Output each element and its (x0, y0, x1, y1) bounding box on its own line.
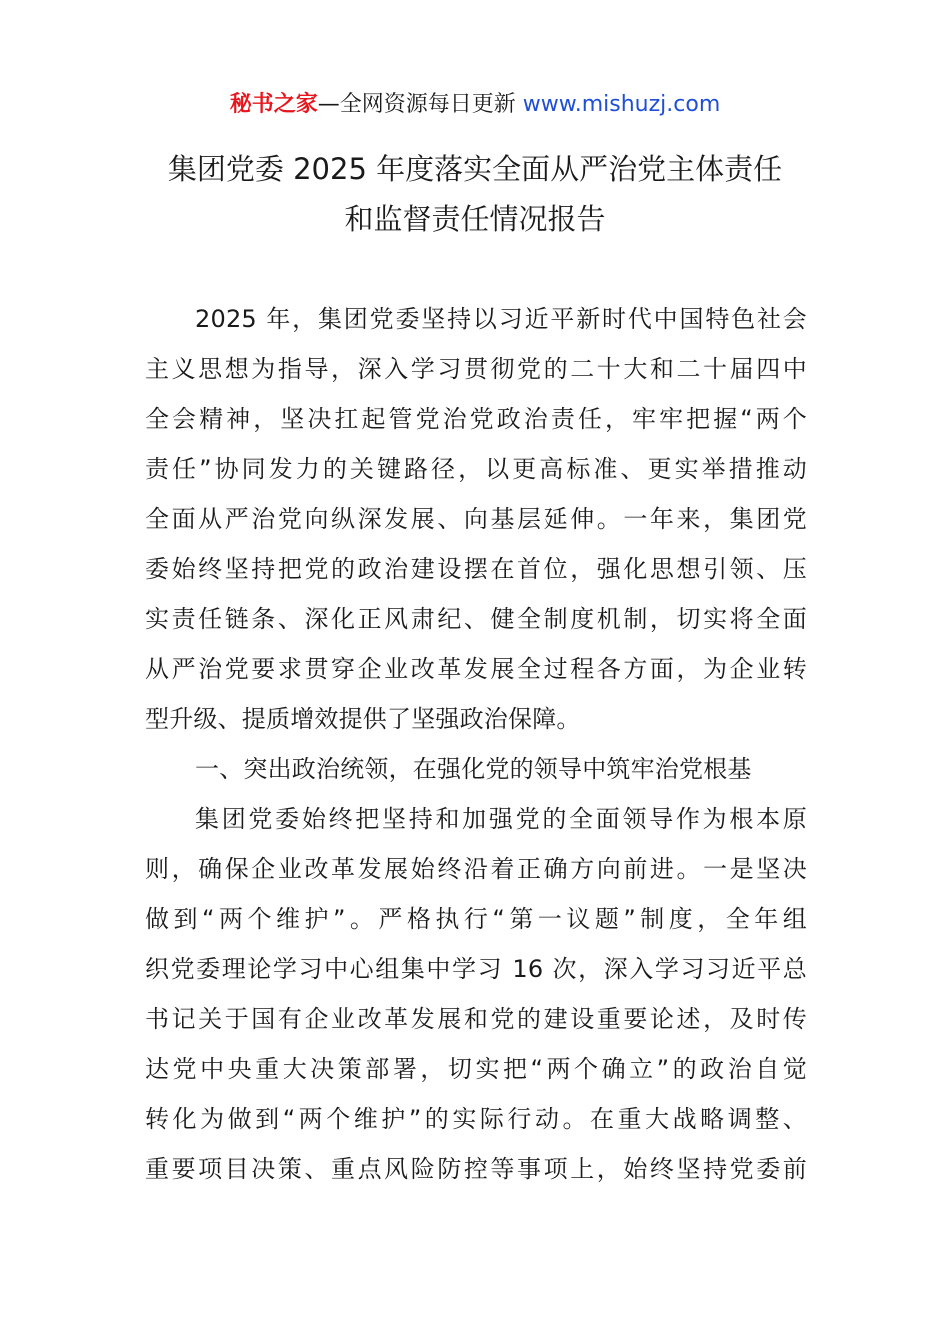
document-title-line-1: 集团党委 2025 年度落实全面从严治党主体责任 (167, 152, 783, 186)
body-line: 织党委理论学习中心组集中学习 16 次，深入学习习近平总 (145, 955, 807, 983)
body-line: 书记关于国有企业改革发展和党的建设重要论述，及时传 (145, 1005, 807, 1033)
document-title-line-2: 和监督责任情况报告 (344, 202, 606, 236)
body-line: 达党中央重大决策部署，切实把“两个确立”的政治自觉 (145, 1055, 807, 1083)
body-line: 型升级、提质增效提供了坚强政治保障。 (145, 705, 581, 733)
body-line: 主义思想为指导，深入学习贯彻党的二十大和二十届四中 (145, 355, 807, 383)
header-tagline: —全网资源每日更新 (317, 92, 516, 117)
body-line: 从严治党要求贯穿企业改革发展全过程各方面，为企业转 (145, 655, 807, 683)
body-line: 做到“两个维护”。严格执行“第一议题”制度，全年组 (145, 905, 807, 933)
body-line: 2025 年，集团党委坚持以习近平新时代中国特色社会 (195, 305, 807, 333)
body-line: 委始终坚持把党的政治建设摆在首位，强化思想引领、压 (145, 555, 807, 583)
body-line: 转化为做到“两个维护”的实际行动。在重大战略调整、 (145, 1105, 807, 1133)
body-line: 实责任链条、深化正风肃纪、健全制度机制，切实将全面 (145, 605, 807, 633)
body-line: 重要项目决策、重点风险防控等事项上，始终坚持党委前 (145, 1155, 807, 1183)
body-line: 责任”协同发力的关键路径，以更高标准、更实举措推动 (145, 455, 807, 483)
site-url-link[interactable]: www.mishuzj.com (522, 92, 721, 117)
body-line: 则，确保企业改革发展始终沿着正确方向前进。一是坚决 (145, 855, 807, 883)
body-line: 全面从严治党向纵深发展、向基层延伸。一年来，集团党 (145, 505, 807, 533)
section-heading: 一、突出政治统领，在强化党的领导中筑牢治党根基 (195, 755, 752, 783)
body-line: 全会精神，坚决扛起管党治党政治责任，牢牢把握“两个 (145, 405, 807, 433)
body-line: 集团党委始终把坚持和加强党的全面领导作为根本原 (195, 805, 807, 833)
site-header (0, 88, 950, 122)
brand-name: 秘书之家 (229, 92, 318, 117)
document-body (145, 294, 807, 1194)
